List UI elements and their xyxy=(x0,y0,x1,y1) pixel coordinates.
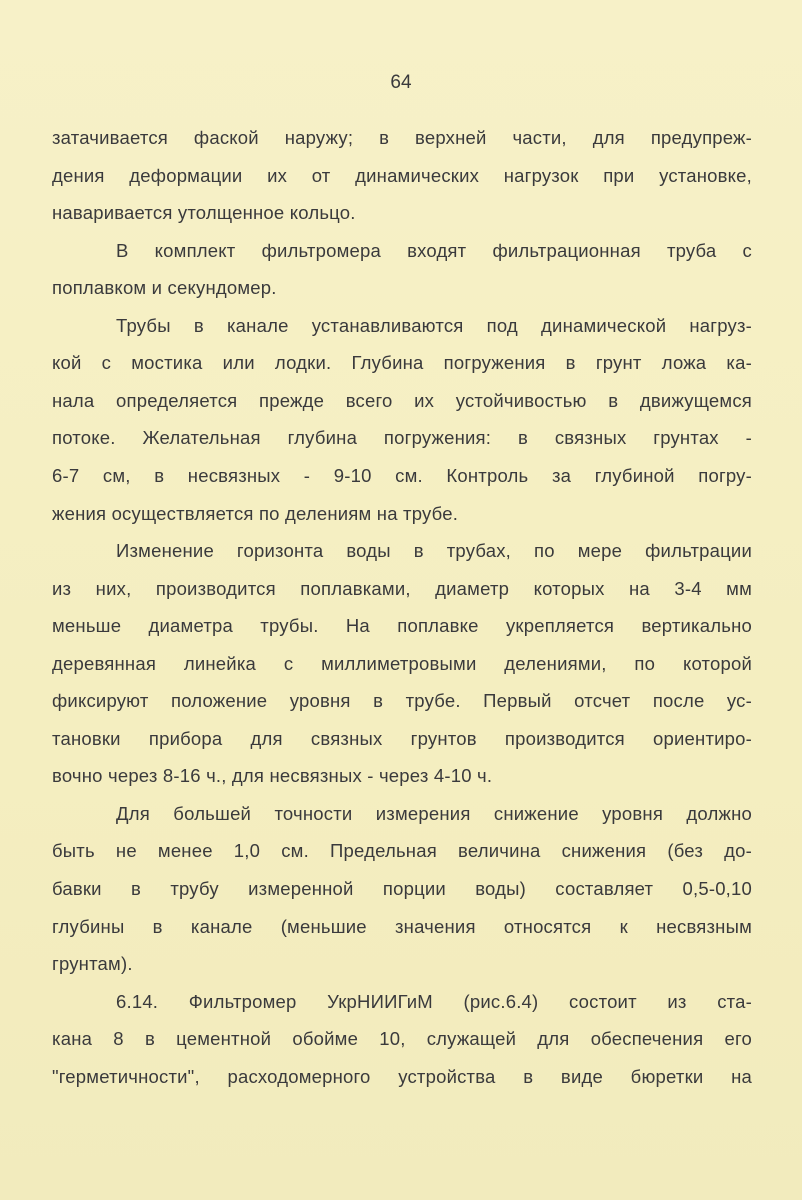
text-line: кана 8 в цементной обойме 10, служащей для обеспечения его xyxy=(52,1028,752,1050)
text-line: тановки прибора для связных грунтов производится ориентиро- xyxy=(52,727,752,749)
text-line: нала определяется прежде всего их устойчивостью в движущемся xyxy=(52,389,752,411)
text-line: Для большей точности измерения снижение уровня должно xyxy=(116,802,752,824)
text-line: В комплект фильтромера входят фильтрационная труба с xyxy=(116,239,752,261)
text-line: кой с мостика или лодки. Глубина погружения в грунт ложа ка- xyxy=(52,352,752,374)
text-line: бавки в трубу измеренной порции воды) составляет 0,5-0,10 xyxy=(52,878,752,899)
text-line: жения осуществляется по делениям на трубе. xyxy=(52,502,459,524)
text-line: "герметичности", расходомерного устройства в виде бюретки на xyxy=(52,1065,752,1087)
text-line: Трубы в канале устанавливаются под динамической нагруз- xyxy=(116,314,752,336)
text-line: затачивается фаской наружу; в верхней части, для предупреж- xyxy=(52,127,752,148)
text-line: потоке. Желательная глубина погружения: в связных грунтах - xyxy=(52,427,752,449)
text-line: 6-7 см, в несвязных - 9-10 см. Контроль за глубиной погру- xyxy=(52,464,752,486)
text-line: грунтам). xyxy=(52,953,133,975)
text-line: 6.14. Фильтромер УкрНИИГиМ (рис.6.4) состоит из ста- xyxy=(116,990,752,1012)
text-line: деревянная линейка с миллиметровыми делениями, по которой xyxy=(52,652,752,674)
page-number: 64 xyxy=(390,72,412,93)
text-line: глубины в канале (меньшие значения относятся к несвязным xyxy=(52,915,752,937)
text-line: поплавком и секундомер. xyxy=(52,277,277,299)
text-line: быть не менее 1,0 см. Предельная величина снижения (без до- xyxy=(52,840,752,862)
text-line: вочно через 8-16 ч., для несвязных - через 4-10 ч. xyxy=(52,765,493,787)
text-line: из них, производится поплавками, диаметр которых на 3-4 мм xyxy=(52,577,752,599)
text-line: меньше диаметра трубы. На поплавке укрепляется вертикально xyxy=(52,615,752,637)
text-line: дения деформации их от динамических нагрузок при установке, xyxy=(52,164,752,186)
text-line: наваривается утолщенное кольцо. xyxy=(52,202,356,224)
text-line: фиксируют положение уровня в трубе. Первый отсчет после ус- xyxy=(52,690,752,712)
text-line: Изменение горизонта воды в трубах, по мере фильтрации xyxy=(116,540,752,562)
